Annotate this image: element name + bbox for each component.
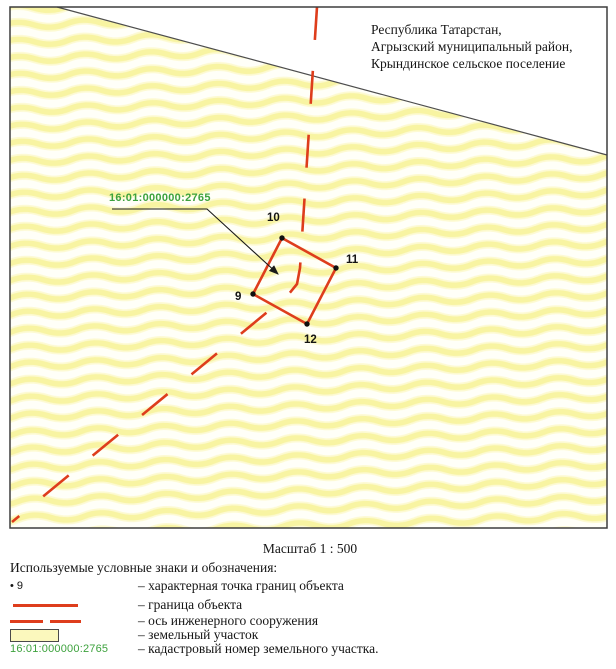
- point-marker-icon: • 9: [10, 580, 24, 592]
- point-label-9: 9: [235, 291, 242, 303]
- legend-desc-boundary: – граница объекта: [138, 597, 243, 612]
- map-scale-label: Масштаб 1 : 500: [262, 541, 358, 556]
- point-label-11: 11: [346, 254, 359, 266]
- legend-desc-cadastral-number: – кадастровый номер земельного участка.: [138, 641, 379, 656]
- axis-dashed-line-icon: [50, 620, 81, 623]
- legend-swatch-boundary: [10, 604, 138, 607]
- legend-header: Используемые условные знаки и обозначения:: [10, 560, 278, 575]
- cadastral-number-sample: 16:01:000000:2765: [10, 643, 109, 655]
- boundary-line-icon: [13, 604, 78, 607]
- legend-desc-parcel: – земельный участок: [138, 627, 259, 642]
- legend-swatch-axis: [10, 620, 138, 623]
- region-label-line: Крындинское сельское поселение: [371, 56, 566, 71]
- parcel-cadastral-number-label: 16:01:000000:2765: [109, 192, 211, 204]
- boundary-point-9: [250, 291, 255, 296]
- region-label-line: Республика Татарстан,: [371, 22, 502, 37]
- point-label-10: 10: [267, 212, 280, 224]
- legend: [10, 578, 606, 662]
- legend-row-boundary: [10, 597, 606, 613]
- boundary-point-12: [304, 321, 309, 326]
- region-label: [371, 21, 572, 72]
- legend-swatch-cadastral-number: [10, 643, 138, 655]
- axis-dashed-line-icon: [10, 620, 43, 623]
- legend-desc-axis: – ось инженерного сооружения: [138, 613, 319, 628]
- boundary-point-10: [279, 235, 284, 240]
- legend-swatch-point: [10, 580, 138, 592]
- boundary-point-11: [333, 265, 338, 270]
- parcel-fill-icon: [10, 629, 59, 642]
- legend-swatch-parcel: [10, 629, 138, 642]
- point-label-12: 12: [304, 334, 317, 346]
- legend-row-cadastral-number: [10, 641, 606, 657]
- legend-desc-point: – характерная точка границ объекта: [138, 578, 344, 593]
- legend-row-point: [10, 578, 606, 594]
- region-label-line: Агрызский муниципальный район,: [371, 39, 573, 54]
